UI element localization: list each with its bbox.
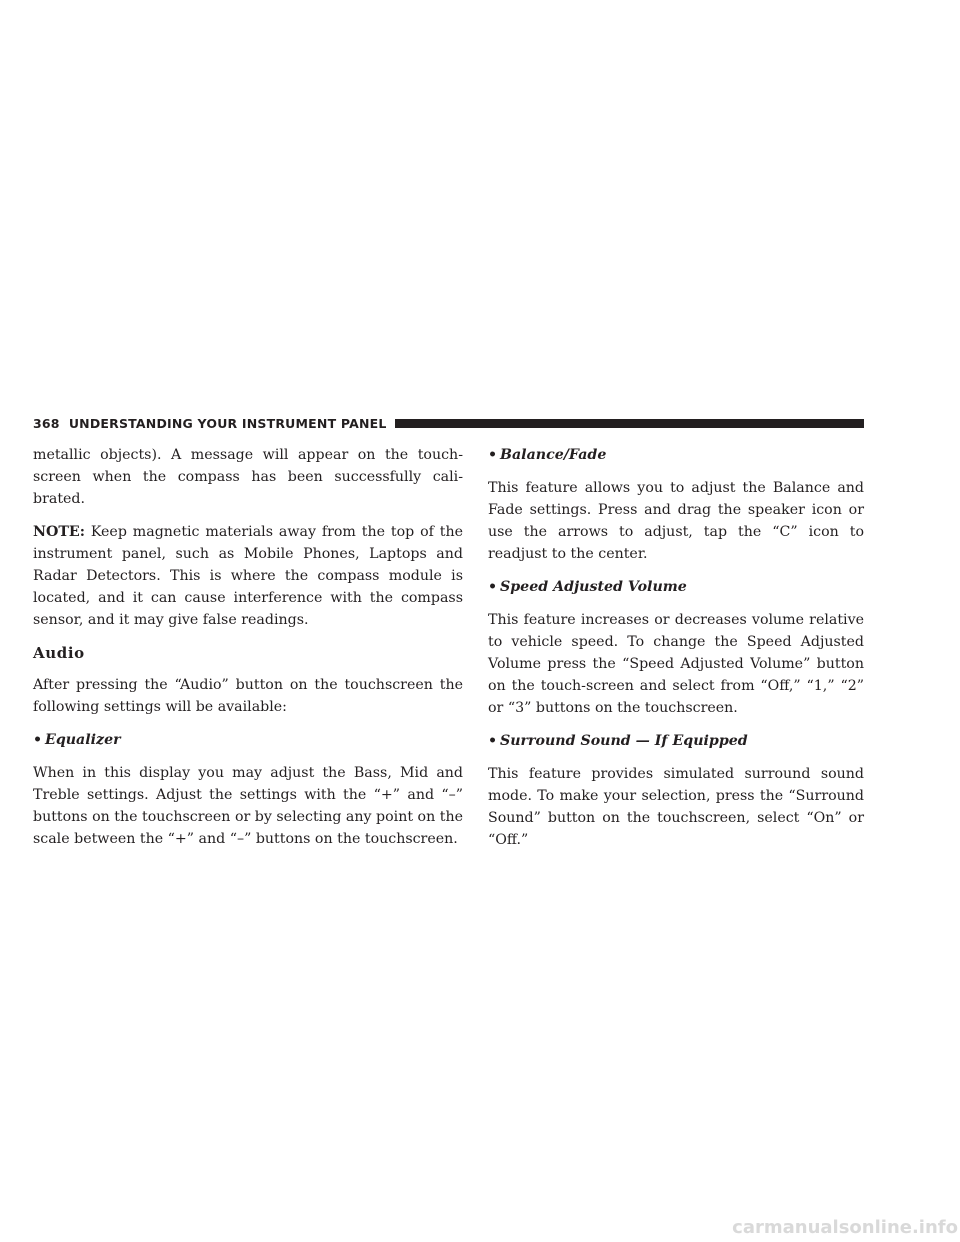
- bullet-label: Balance/Fade: [500, 447, 607, 463]
- note-text: Keep magnetic materials away from the top of the instrument panel, such as Mobile Phones, Laptops and Radar Detectors. This is where the compass module is located, and it can cause interference with the compass sensor, and it may give false readings.: [33, 524, 463, 628]
- bullet-dot: •: [488, 447, 498, 463]
- bullet-balance-fade: [488, 444, 864, 466]
- watermark[interactable]: carmanualsonline.info: [732, 1217, 958, 1238]
- header-text: [33, 416, 395, 431]
- header-rule: [395, 419, 864, 428]
- right-column: [488, 444, 864, 862]
- bullet-speed-adjusted-volume: [488, 576, 864, 598]
- chapter-title: UNDERSTANDING YOUR INSTRUMENT PANEL: [68, 415, 387, 431]
- paragraph-compass-calibrated: metallic objects). A message will appear on the touch-screen when the compass has been successfully cali-brated.: [33, 447, 463, 507]
- bullet-dot: •: [33, 732, 43, 748]
- section-title-audio: Audio: [33, 644, 85, 662]
- bullet-dot: •: [488, 733, 498, 749]
- bullet-surround-sound: [488, 730, 864, 752]
- paragraph-speed-adjusted-volume: This feature increases or decreases volume relative to vehicle speed. To change the Speed Adjusted Volume press the “Speed Adjusted Volume” button on the touch-screen and select from “Off,” “1,” “2” or “3” buttons on the touchscreen.: [488, 612, 864, 716]
- note-paragraph: [33, 521, 463, 631]
- left-column: [33, 444, 463, 861]
- footer: [0, 1206, 960, 1242]
- bullet-label: Equalizer: [45, 732, 121, 748]
- bullet-label: Surround Sound — If Equipped: [500, 733, 748, 749]
- note-label: NOTE:: [33, 524, 85, 540]
- bullet-label: Speed Adjusted Volume: [500, 579, 687, 595]
- bullet-equalizer: [33, 729, 463, 751]
- paragraph-surround-sound: This feature provides simulated surround sound mode. To make your selection, press the “Surround Sound” button on the touchscreen, select “On” or “Off.”: [488, 766, 864, 848]
- paragraph-audio-intro: After pressing the “Audio” button on the touchscreen the following settings will be available:: [33, 677, 463, 715]
- bullet-dot: •: [488, 579, 498, 595]
- page-header: [33, 415, 864, 431]
- page-number: 368: [33, 415, 60, 431]
- paragraph-equalizer: When in this display you may adjust the Bass, Mid and Treble settings. Adjust the settings with the “+” and “–” buttons on the touchscreen or by selecting any point on the scale between the “+” and “–” buttons on the touchscreen.: [33, 765, 463, 847]
- paragraph-balance-fade: This feature allows you to adjust the Balance and Fade settings. Press and drag the speaker icon or use the arrows to adjust, tap the “C” icon to readjust to the center.: [488, 480, 864, 562]
